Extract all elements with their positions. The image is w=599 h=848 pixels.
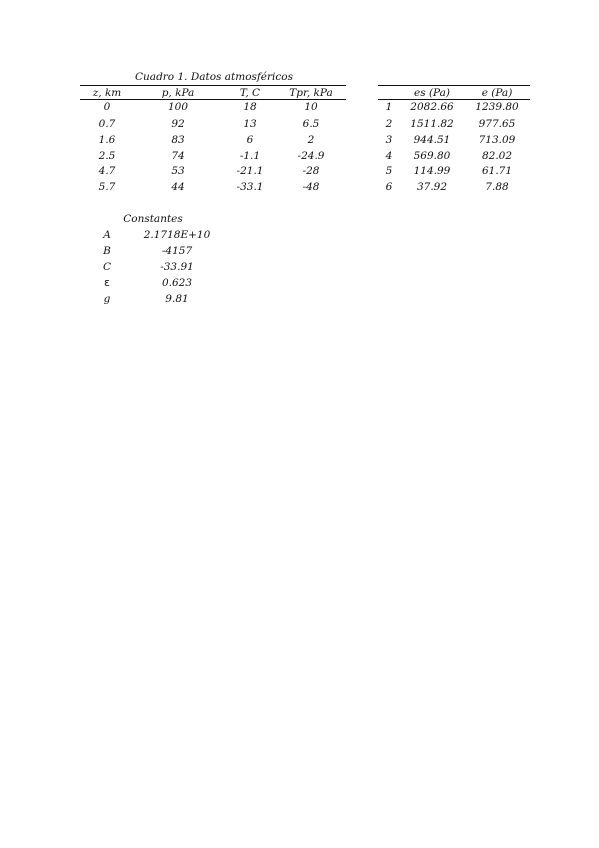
table2-cell: 1511.82 [410,118,454,130]
table2-cell: 37.92 [416,181,448,193]
constant-value: -33.91 [160,261,194,273]
table2-cell: 4 [385,150,393,162]
constants-title: Constantes [123,213,183,225]
table1-cell: 0 [103,101,111,113]
table2-cell: 1239.80 [475,101,519,113]
constant-symbol-epsilon: ε [104,276,110,289]
table1-cell: 0.7 [98,118,116,130]
table1-cell: 83 [171,134,185,146]
table2-cell: 2 [385,118,393,130]
table2-header-rule [378,99,530,100]
table1-cell: 100 [167,101,189,113]
table1-header-p: p, kPa [161,87,195,99]
table2-cell: 1 [385,101,393,113]
table2-cell: 6 [385,181,393,193]
table1-header-z: z, km [92,87,122,99]
constant-value: 9.81 [165,293,189,305]
table2-cell: 3 [385,134,393,146]
table1-cell: 10 [304,101,318,113]
table1-header-rule [80,99,346,100]
table1-cell: -1.1 [239,150,261,162]
table2-cell: 977.65 [478,118,516,130]
constant-symbol: A [103,229,111,241]
table1-top-rule [80,85,346,86]
table1-cell: 18 [243,101,257,113]
table2-cell: 2082.66 [410,101,454,113]
table1-header-tpr: Tpr, kPa [289,87,333,99]
table1-cell: 2 [307,134,315,146]
table1-cell: -24.9 [297,150,325,162]
table1-cell: 5.7 [98,181,116,193]
table2-cell: 7.88 [485,181,509,193]
table1-cell: 44 [171,181,185,193]
table1-cell: 74 [171,150,185,162]
table2-cell: 569.80 [413,150,451,162]
constant-value: 0.623 [161,277,193,289]
constant-symbol: g [103,293,111,305]
table1-cell: 13 [243,118,257,130]
table1-cell: 4.7 [98,165,116,177]
table2-cell: 713.09 [478,134,516,146]
table2-top-rule [378,85,530,86]
table1-cell: 53 [171,165,185,177]
table1-cell: 92 [171,118,185,130]
table2-cell: 82.02 [481,150,513,162]
table2-cell: 5 [385,165,393,177]
table1-caption: Cuadro 1. Datos atmosféricos [135,71,293,83]
table1-cell: 6 [246,134,254,146]
table2-cell: 61.71 [481,165,513,177]
table1-cell: 1.6 [98,134,116,146]
table2-header-es: es (Pa) [414,87,450,99]
table2-cell: 114.99 [413,165,451,177]
constant-value: 2.1718E+10 [143,229,211,241]
table1-cell: 6.5 [302,118,320,130]
table1-header-t: T, C [239,87,261,99]
constant-value: -4157 [161,245,193,257]
table2-cell: 944.51 [413,134,451,146]
table1-cell: -21.1 [236,165,264,177]
constant-symbol: C [102,261,112,273]
table1-cell: 2.5 [98,150,116,162]
table1-cell: -48 [302,181,320,193]
table1-cell: -28 [302,165,320,177]
constant-symbol: B [103,245,111,257]
table2-header-e: e (Pa) [481,87,513,99]
table1-cell: -33.1 [236,181,264,193]
